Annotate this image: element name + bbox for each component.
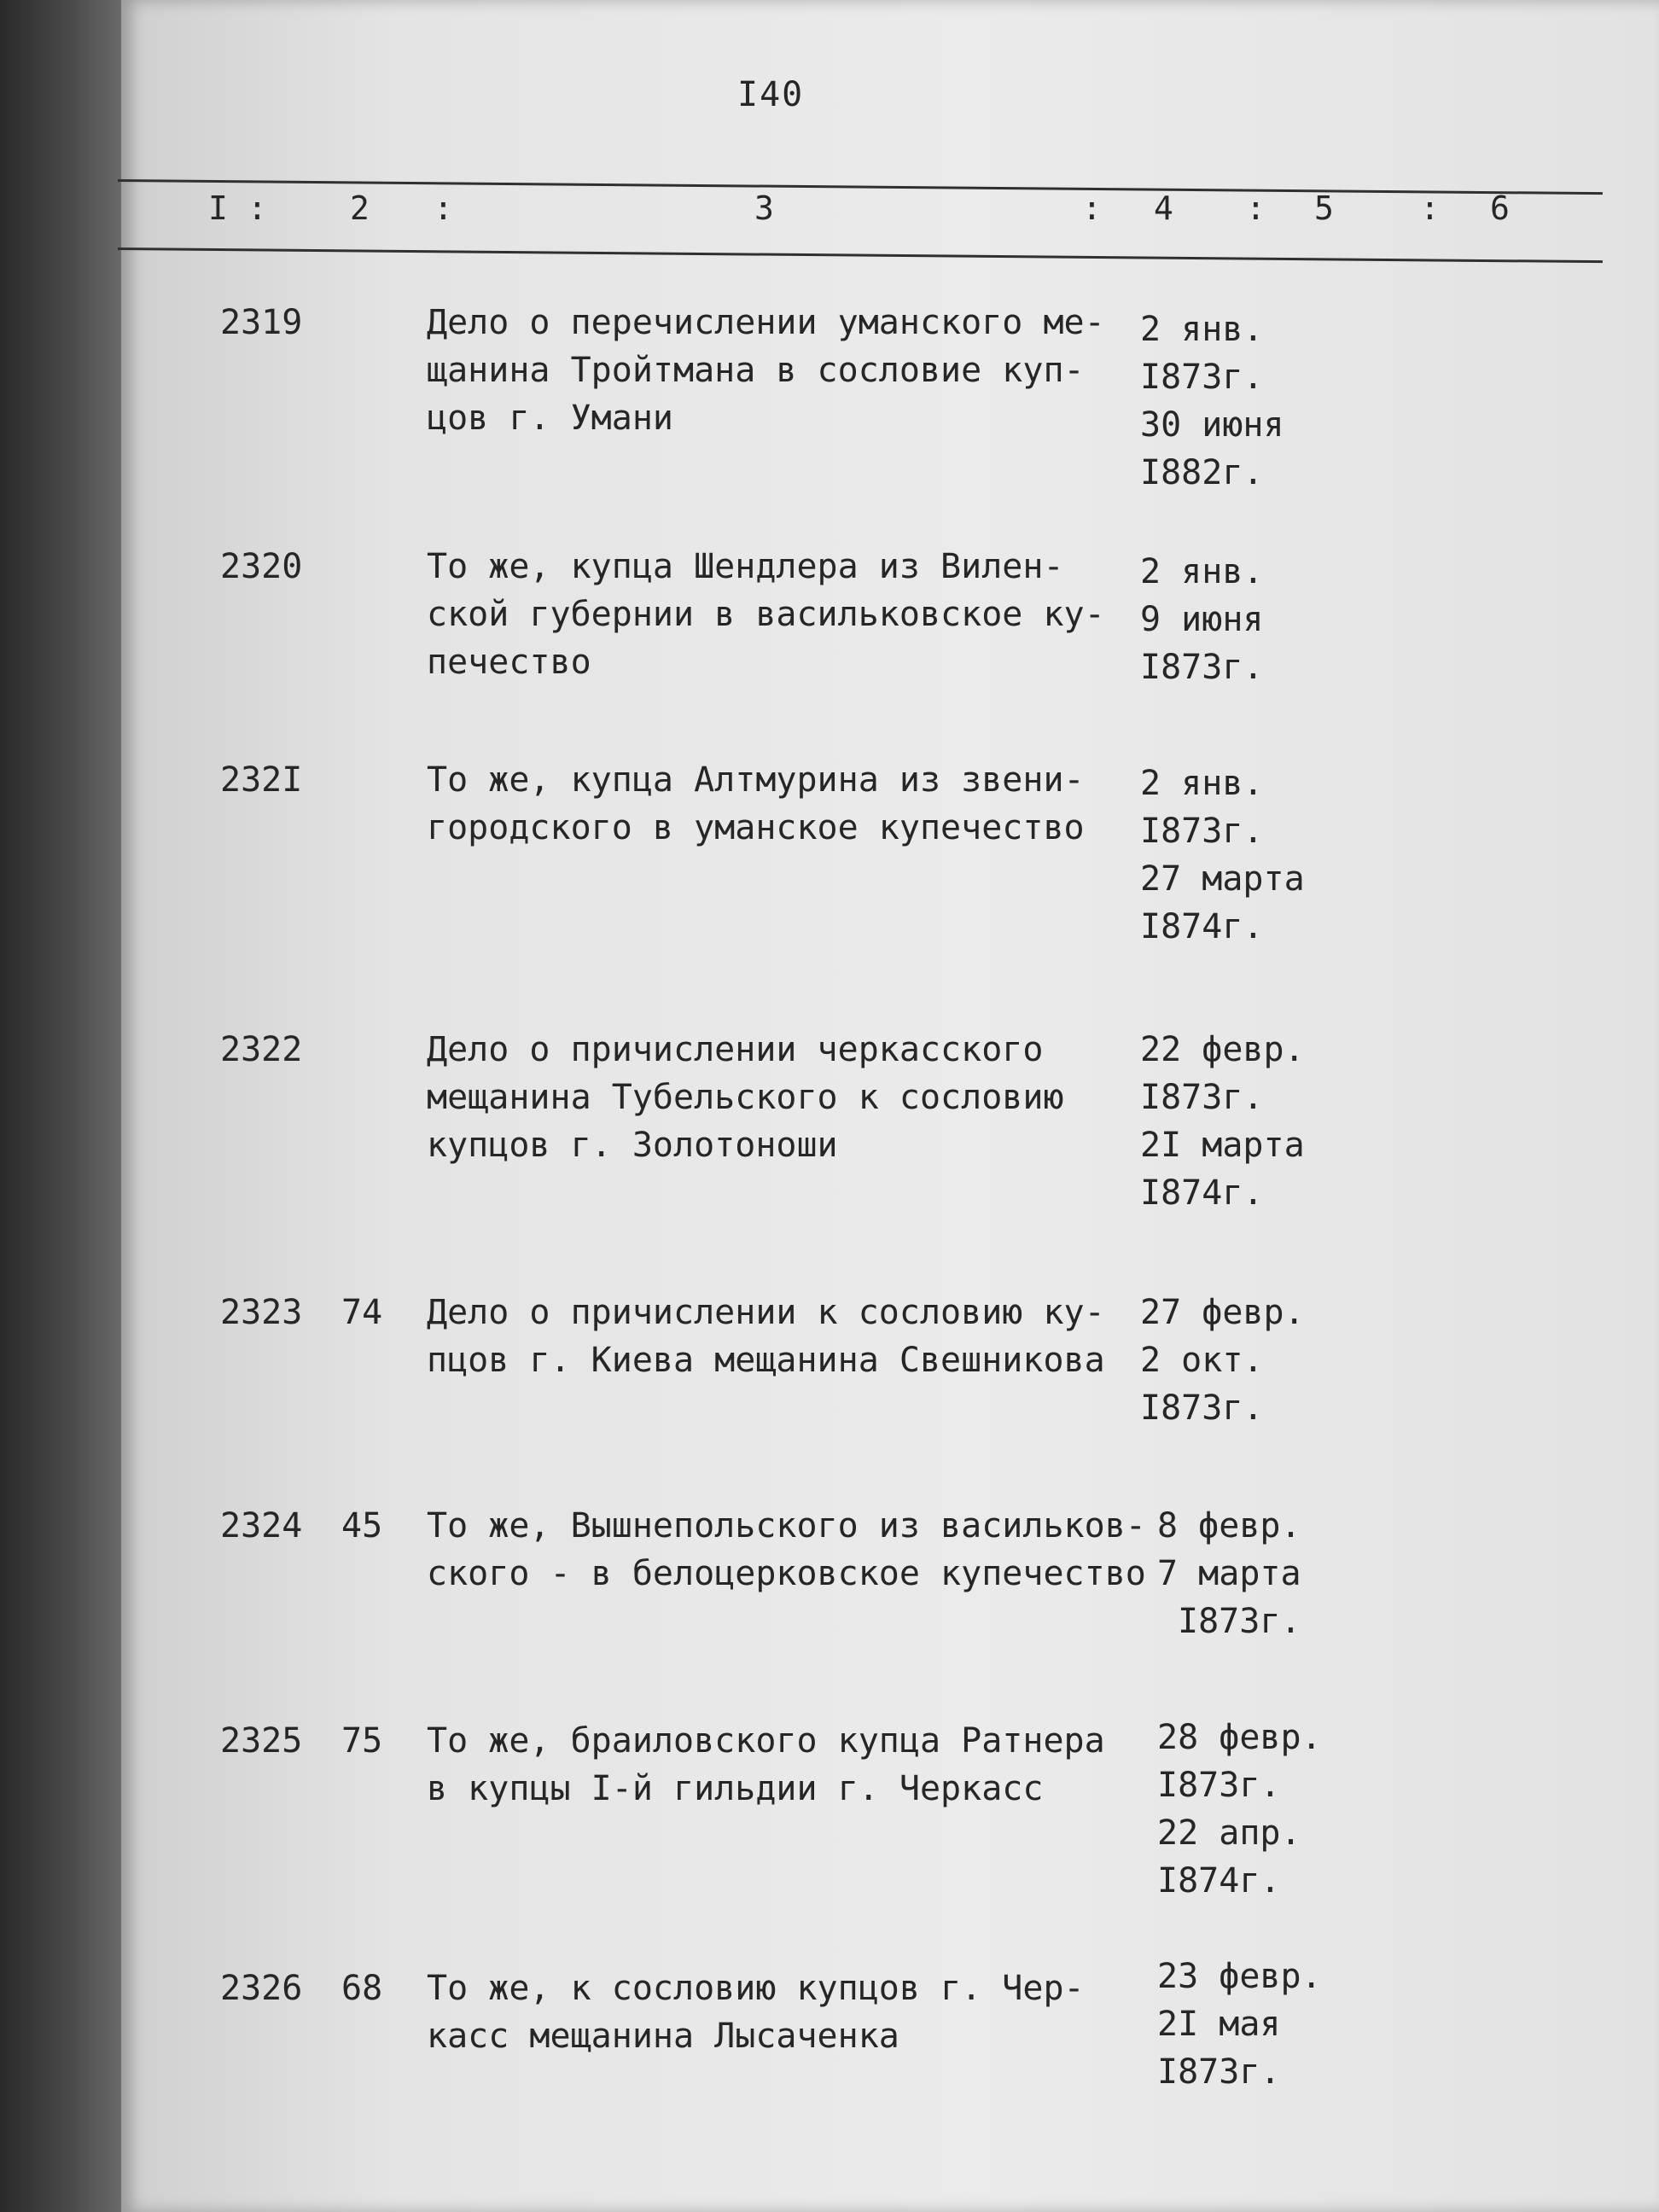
date-line: 2 окт. [1140,1341,1264,1380]
title-line: То же, Вышнепольского из васильков- [427,1506,1146,1545]
column-header-3: 3 [754,189,774,227]
title-line: мещанина Тубельского к сословию [427,1078,1064,1117]
column-separator: : [434,189,453,227]
date-line: 27 марта [1140,859,1305,899]
record-sheet: 74 [341,1293,383,1332]
binding-edge [0,0,121,2212]
record-dates [1157,1502,1379,1645]
date-line: 2 янв. [1140,764,1264,803]
record-title [427,1965,1144,2060]
record-dates [1140,760,1362,951]
date-line: I873г. [1140,1078,1264,1117]
title-line: касс мещанина Лысаченка [427,2017,899,2056]
date-line: I873г. [1140,648,1264,687]
record-number: 2324 [220,1506,303,1545]
column-separator: : [1420,189,1440,227]
date-line: 2I марта [1140,1126,1305,1165]
title-line: цов г. Умани [427,399,673,438]
record-sheet: 75 [341,1721,383,1761]
title-line: То же, к сословию купцов г. Чер- [427,1969,1085,2008]
record-title [427,543,1144,686]
column-header-6: 6 [1490,189,1510,227]
date-line: 30 июня [1140,405,1284,445]
record-number: 2320 [220,547,303,586]
date-line: 28 февр. [1157,1718,1322,1757]
title-line: То же, браиловского купца Ратнера [427,1721,1105,1761]
record-title [427,1289,1144,1384]
date-line: I873г. [1157,2052,1281,2092]
date-line: 8 февр. [1157,1506,1301,1545]
title-line: городского в уманское купечество [427,808,1085,847]
column-header-4: 4 [1154,189,1173,227]
date-line: I873г. [1157,1766,1281,1805]
record-number: 2322 [220,1030,303,1069]
date-line: I873г. [1140,812,1264,851]
record-sheet: 68 [341,1969,383,2008]
title-line: Дело о причислении к сословию ку- [427,1293,1105,1332]
column-header-5: 5 [1314,189,1334,227]
title-line: То же, купца Шендлера из Вилен- [427,547,1064,586]
record-sheet: 45 [341,1506,383,1545]
record-dates [1140,306,1362,497]
title-line: щанина Тройтмана в сословие куп- [427,351,1085,390]
record-dates [1140,548,1362,691]
record-dates [1157,1714,1379,1905]
title-line: Дело о перечислении уманского ме- [427,303,1105,342]
title-line: ского - в белоцерковское купечество [427,1554,1146,1593]
date-line: I874г. [1140,1173,1264,1213]
record-number: 2319 [220,303,303,342]
date-line: 22 апр. [1157,1813,1301,1853]
record-number: 2325 [220,1721,303,1761]
title-line: пцов г. Киева мещанина Свешникова [427,1341,1105,1380]
title-line: в купцы I-й гильдии г. Черкасс [427,1769,1044,1808]
record-dates [1157,1953,1379,2096]
date-line: 7 марта [1157,1554,1301,1593]
column-separator: : [1246,189,1266,227]
record-number: 2326 [220,1969,303,2008]
date-line: 9 июня [1140,600,1264,639]
date-line: 2 янв. [1140,310,1264,349]
record-dates [1140,1026,1362,1217]
title-line: ской губернии в васильковское ку- [427,595,1105,634]
record-number: 232I [220,760,303,800]
record-title [427,299,1144,442]
column-header-2: 2 [350,189,370,227]
date-line: I882г. [1140,453,1264,492]
date-line: 22 февр. [1140,1030,1305,1069]
date-line: I874г. [1157,1861,1281,1901]
record-title [427,1717,1144,1813]
title-line: купцов г. Золотоноши [427,1126,838,1165]
title-line: печество [427,643,591,682]
record-number: 2323 [220,1293,303,1332]
date-line: I874г. [1140,907,1264,946]
column-header-1: I [208,189,228,227]
record-title [427,1026,1144,1169]
date-line: I873г. [1178,1602,1301,1641]
date-line: 2 янв. [1140,552,1264,591]
record-title [427,1502,1144,1598]
record-dates [1140,1289,1362,1432]
page-number: I40 [737,75,805,114]
title-line: Дело о причислении черкасского [427,1030,1044,1069]
date-line: 23 февр. [1157,1957,1322,1996]
date-line: I873г. [1140,358,1264,397]
title-line: То же, купца Алтмурина из звени- [427,760,1085,800]
record-title [427,756,1144,852]
column-separator: : [247,189,267,227]
column-separator: : [1082,189,1102,227]
date-line: 2I мая [1157,2005,1281,2044]
date-line: I873г. [1140,1388,1264,1428]
date-line: 27 февр. [1140,1293,1305,1332]
